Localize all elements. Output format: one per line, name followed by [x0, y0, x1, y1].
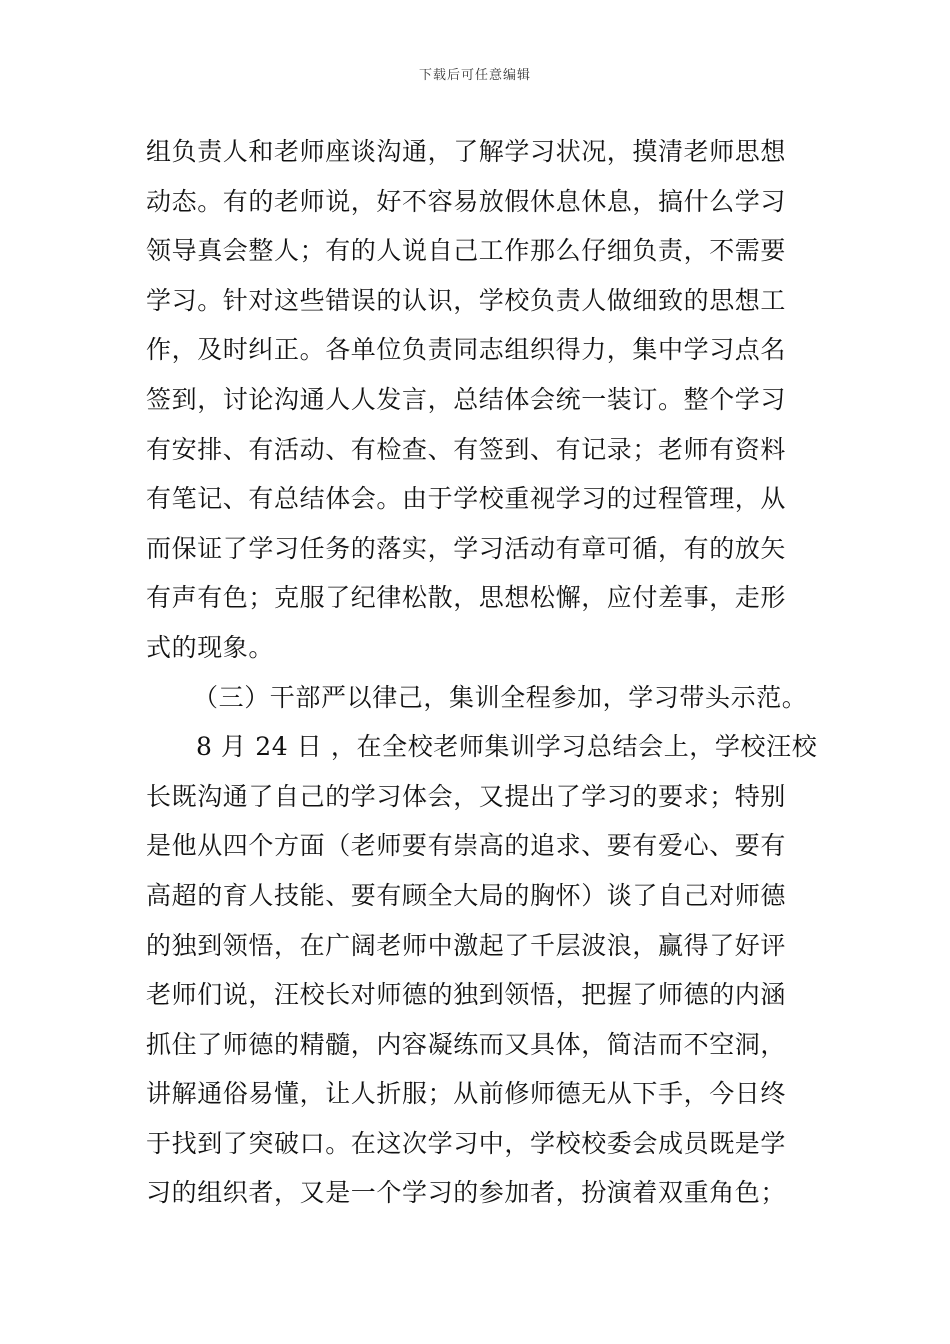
text-line: 讲解通俗易懂，让人折服；从前修师德无从下手，今日终: [146, 1079, 787, 1109]
document-body: [146, 127, 826, 1218]
text-line: 式的现象。: [146, 632, 275, 662]
text-line: 组负责人和老师座谈沟通，了解学习状况，摸清老师思想: [146, 137, 787, 166]
text-line: 老师们说，汪校长对师德的独到领悟，把握了师德的内涵: [146, 980, 787, 1010]
text-line: 长既沟通了自己的学习体会，又提出了学习的要求；特别: [146, 781, 787, 811]
text-line: 有安排、有活动、有检查、有签到、有记录；老师有资料: [146, 434, 787, 464]
text-line: 是他从四个方面（老师要有崇高的追求、要有爱心、要有: [146, 831, 787, 861]
page-header: 下载后可任意编辑: [418, 68, 531, 83]
paragraph-2: [146, 722, 826, 1218]
text-line: 的独到领悟，在广阔老师中激起了千层波浪，赢得了好评: [146, 930, 787, 960]
text-line: 动态。有的老师说，好不容易放假休息休息，搞什么学习: [146, 186, 787, 216]
text-line: 学习。针对这些错误的认识，学校负责人做细致的思想工: [146, 285, 787, 315]
text-line: 有声有色；克服了纪律松散，思想松懈，应付差事，走形: [146, 583, 787, 613]
text-line: 有笔记、有总结体会。由于学校重视学习的过程管理，从: [146, 484, 787, 514]
text-line: 签到，讨论沟通人人发言，总结体会统一装订。整个学习: [146, 384, 787, 414]
text-line: 习的组织者，又是一个学习的参加者，扮演着双重角色；: [146, 1178, 787, 1208]
paragraph-1: [146, 127, 826, 673]
text-line: 作，及时纠正。各单位负责同志组织得力，集中学习点名: [146, 335, 787, 365]
text-line: 于找到了突破口。在这次学习中，学校校委会成员既是学: [146, 1128, 787, 1158]
text-line: 抓住了师德的精髓，内容凝练而又具体，简洁而不空洞，: [146, 1029, 787, 1059]
text-line: 8 月 24 日 ，在全校老师集训学习总结会上，学校汪校: [196, 732, 818, 762]
text-line: 高超的育人技能、要有顾全大局的胸怀）谈了自己对师德: [146, 880, 787, 910]
text-line: 而保证了学习任务的落实，学习活动有章可循，有的放矢: [146, 533, 787, 563]
text-line: 领导真会整人；有的人说自己工作那么仔细负责，不需要: [146, 236, 787, 266]
section-heading: （三）干部严以律己，集训全程参加，学习带头示范。: [193, 682, 808, 712]
